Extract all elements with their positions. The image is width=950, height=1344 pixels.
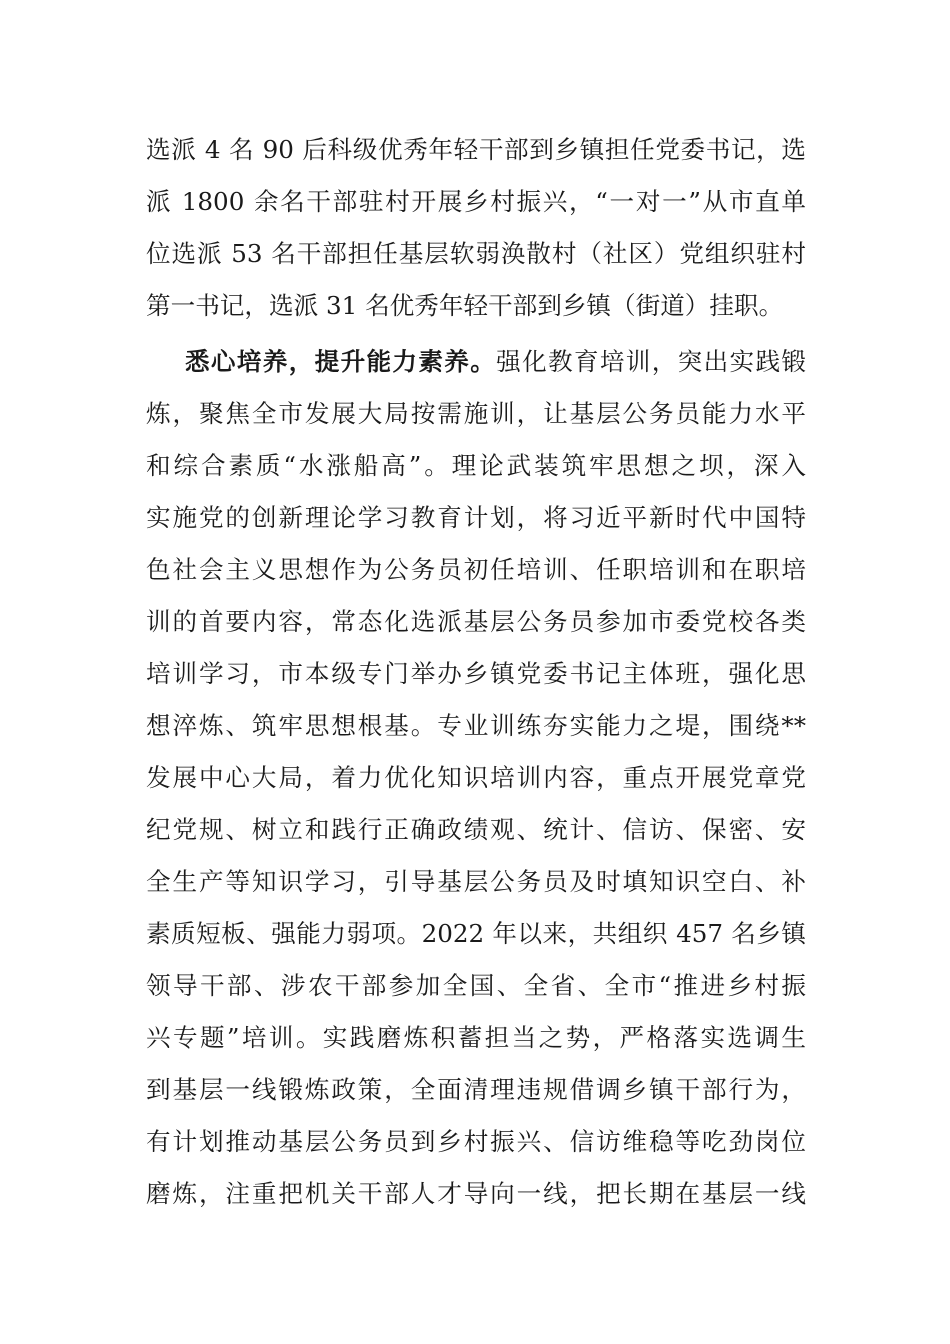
paragraph2-line-14: 兴专题”培训。实践磨炼积蓄担当之势，严格落实选调生	[146, 1023, 806, 1052]
paragraph2-heading: 悉心培养，提升能力素养。	[185, 347, 497, 376]
paragraph2-line-7: 培训学习，市本级专门举办乡镇党委书记主体班，强化思	[146, 659, 806, 688]
paragraph1-line-1: 选派 4 名 90 后科级优秀年轻干部到乡镇担任党委书记，选	[146, 135, 806, 164]
paragraph1-line-3: 位选派 53 名干部担任基层软弱涣散村（社区）党组织驻村	[146, 239, 806, 268]
paragraph2-line-5: 色社会主义思想作为公务员初任培训、任职培训和在职培	[146, 555, 806, 584]
paragraph2-line-16: 有计划推动基层公务员到乡村振兴、信访维稳等吃劲岗位	[146, 1127, 806, 1156]
paragraph2-line-8: 想淬炼、筑牢思想根基。专业训练夯实能力之堤，围绕**	[146, 711, 806, 740]
paragraph2-line-2: 炼，聚焦全市发展大局按需施训，让基层公务员能力水平	[146, 399, 806, 428]
paragraph2-line-4: 实施党的创新理论学习教育计划，将习近平新时代中国特	[146, 503, 806, 532]
paragraph1-line-2: 派 1800 余名干部驻村开展乡村振兴，“一对一”从市直单	[146, 187, 806, 216]
paragraph2-first-line-text: 强化教育培训，突出实践锻	[496, 347, 806, 376]
paragraph2-line-6: 训的首要内容，常态化选派基层公务员参加市委党校各类	[146, 607, 806, 636]
paragraph2-line-10: 纪党规、树立和践行正确政绩观、统计、信访、保密、安	[146, 815, 806, 844]
paragraph2-line-17: 磨炼，注重把机关干部人才导向一线，把长期在基层一线	[146, 1179, 806, 1208]
paragraph2-line-9: 发展中心大局，着力优化知识培训内容，重点开展党章党	[146, 763, 806, 792]
paragraph2-line-15: 到基层一线锻炼政策，全面清理违规借调乡镇干部行为，	[146, 1075, 806, 1104]
paragraph2-line-11: 全生产等知识学习，引导基层公务员及时填知识空白、补	[146, 867, 806, 896]
paragraph2-line-1	[185, 342, 806, 382]
paragraph2-line-13: 领导干部、涉农干部参加全国、全省、全市“推进乡村振	[146, 971, 806, 1000]
paragraph1-line-4: 第一书记，选派 31 名优秀年轻干部到乡镇（街道）挂职。	[146, 291, 784, 320]
paragraph2-line-3: 和综合素质“水涨船高”。理论武装筑牢思想之坝，深入	[146, 451, 806, 480]
paragraph2-line-12: 素质短板、强能力弱项。2022 年以来，共组织 457 名乡镇	[146, 919, 806, 948]
